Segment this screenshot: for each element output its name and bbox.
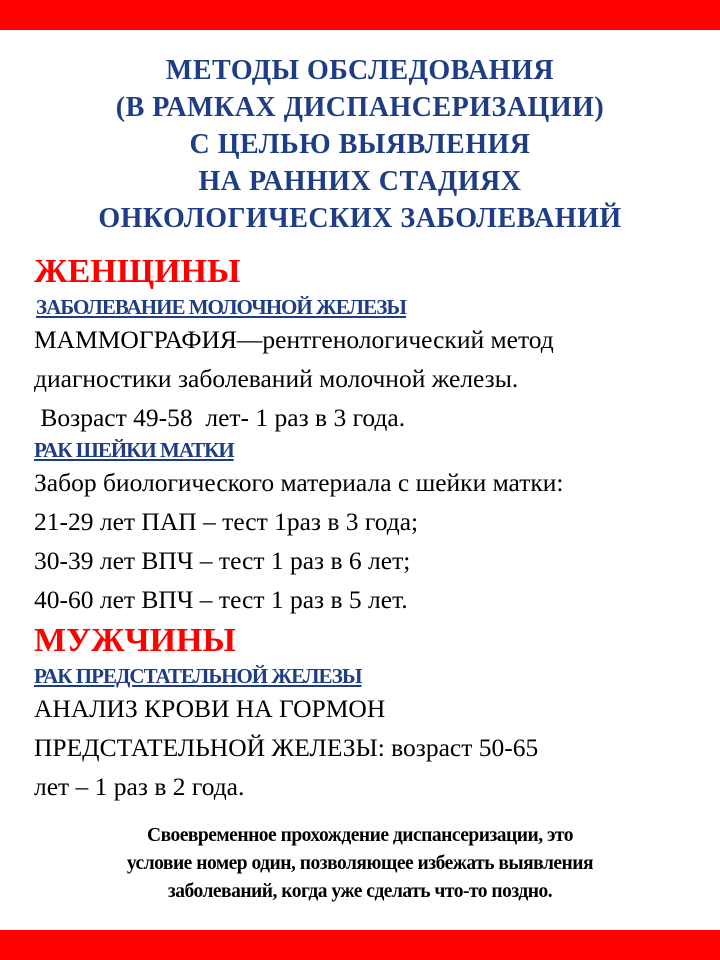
page-title [0,52,720,237]
breast-line: МАММОГРАФИЯ—рентгенологический метод [34,325,554,354]
breast-line: Возраст 49-58 лет- 1 раз в 3 года. [34,403,406,432]
title-line: (В РАМКАХ ДИСПАНСЕРИЗАЦИИ) [115,92,605,123]
footer-line: заболеваний, когда уже сделать что-то поздно. [167,881,553,902]
cervix-line: 21-29 лет ПАП – тест 1раз в 3 года; [34,507,419,536]
cervix-line: 30-39 лет ВПЧ – тест 1 раз в 6 лет; [34,546,411,575]
men-heading: МУЖЧИНЫ [34,622,236,659]
title-line: НА РАННИХ СТАДИЯХ [198,166,522,197]
bottom-red-bar [0,930,720,960]
breast-heading: ЗАБОЛЕВАНИЕ МОЛОЧНОЙ ЖЕЛЕЗЫ [36,295,407,319]
title-line: ОНКОЛОГИЧЕСКИХ ЗАБОЛЕВАНИЙ [98,203,622,234]
footer-line: Своевременное прохождение диспансеризации, это [146,825,574,846]
cervix-heading: РАК ШЕЙКИ МАТКИ [34,438,234,462]
prostate-line: АНАЛИЗ КРОВИ НА ГОРМОН [34,694,386,723]
title-line: С ЦЕЛЬЮ ВЫЯВЛЕНИЯ [189,129,531,160]
prostate-line: ПРЕДСТАТЕЛЬНОЙ ЖЕЛЕЗЫ: возраст 50-65 [34,733,539,762]
prostate-heading: РАК ПРЕДСТАТЕЛЬНОЙ ЖЕЛЕЗЫ [34,664,362,688]
prostate-line: лет – 1 раз в 2 года. [34,772,245,801]
breast-line: диагностики заболеваний молочной железы. [34,364,519,393]
top-red-bar [0,0,720,30]
content [34,252,704,806]
footer-line: условие номер один, позволяющее избежать выявления [126,853,594,874]
cervix-line: 40-60 лет ВПЧ – тест 1 раз в 5 лет. [34,585,408,614]
women-heading: ЖЕНЩИНЫ [34,253,241,290]
footer-note [30,822,690,906]
title-line: МЕТОДЫ ОБСЛЕДОВАНИЯ [165,55,555,86]
cervix-line: Забор биологического материала с шейки матки: [34,468,564,497]
